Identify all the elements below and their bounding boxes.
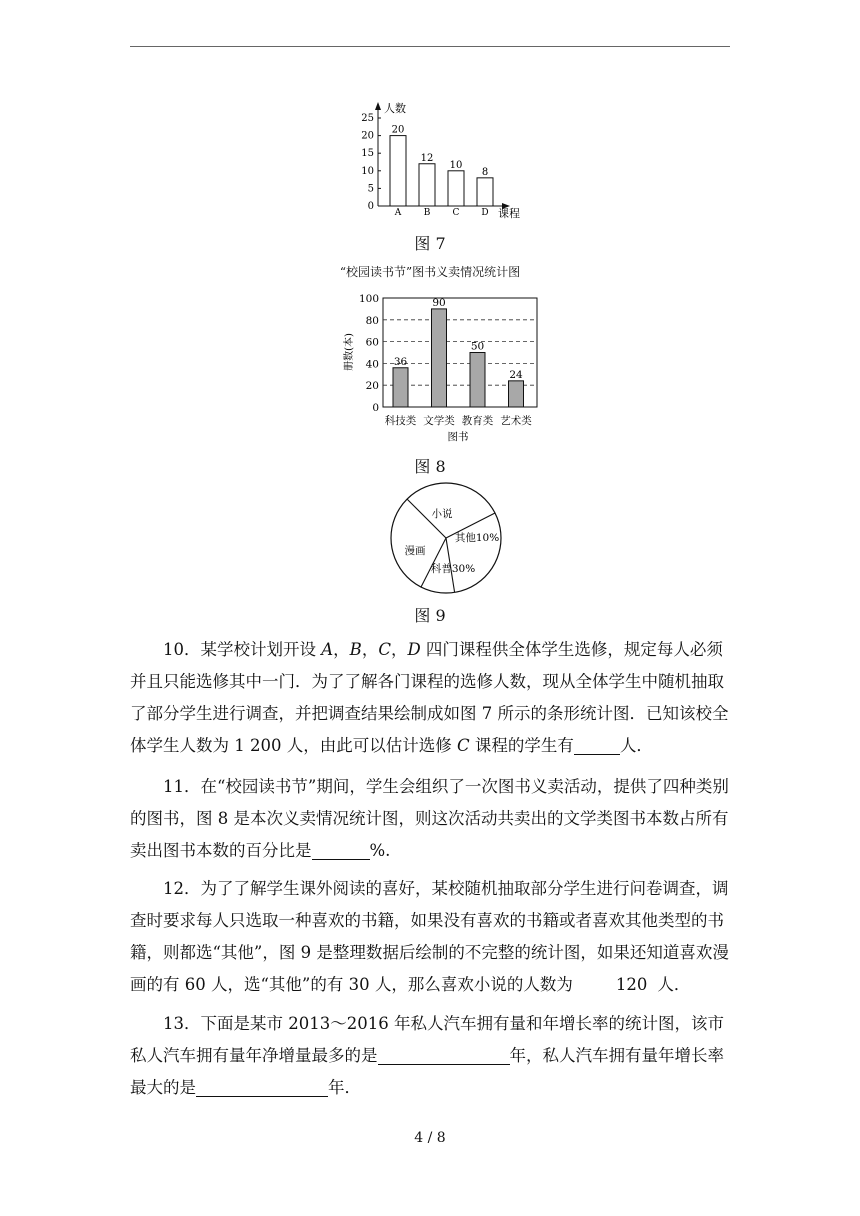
question-12-number: 12． xyxy=(163,879,201,898)
y-tick-label: 15 xyxy=(361,148,374,160)
figure-9-caption: 图 9 xyxy=(414,606,446,625)
figure-8-caption: 图 8 xyxy=(414,457,446,476)
category-label: B xyxy=(423,208,431,218)
y-tick-label: 0 xyxy=(367,201,374,212)
y-tick-label: 40 xyxy=(365,358,379,371)
y-tick-label: 60 xyxy=(365,336,379,349)
question-10-number: 10． xyxy=(163,640,201,659)
question-13: 13．下面是某市 2013～2016 年私人汽车拥有量和年增长率的统计图，该市私人汽车拥有量年净增量最多的是 年，私人汽车拥有量年增长率最大的是 年． xyxy=(130,1014,724,1097)
y-tick-label: 20 xyxy=(365,380,379,393)
y-tick-label: 5 xyxy=(367,183,374,195)
slice-label: 其他10% xyxy=(454,532,500,544)
question-13-number: 13． xyxy=(163,1014,201,1033)
question-13-answer-blank-1[interactable] xyxy=(378,1046,510,1065)
x-axis-label: 课程 xyxy=(498,207,520,220)
slice-label: 小说 xyxy=(431,508,453,520)
category-label: 文学类 xyxy=(423,415,455,427)
data-label: 24 xyxy=(509,368,523,381)
y-tick-label: 0 xyxy=(372,402,379,414)
category-label: D xyxy=(481,208,489,218)
question-10: 10．某学校计划开设 A，B，C，D 四门课程供全体学生选修，规定每人必须并且只能选修其中一门．为了了解各门课程的选修人数，现从全体学生中随机抽取了部分学生进行调查，并把调查结果绘制成如图 7 所示的条形统计图．已知该校全体学生人数为 1 200 人，由此可以估计选修 C 课程的学生有 人． xyxy=(130,640,729,755)
question-12: 12．为了了解学生课外阅读的喜好，某校随机抽取部分学生进行问卷调查，调查时要求每人只选取一种喜欢的书籍，如果没有喜欢的书籍或者喜欢其他类型的书籍，则都选“其他”，图 9 是整理数据后绘制的不完整的统计图，如果还知道喜欢漫画的有 60 人，选“其他”的有 30 人，那么喜欢小说的人数为 120 人． xyxy=(130,873,734,1001)
data-label: 8 xyxy=(481,166,489,178)
category-label: C xyxy=(452,208,460,218)
question-13-answer-blank-2[interactable] xyxy=(196,1078,328,1097)
y-tick-label: 80 xyxy=(365,314,379,327)
data-label: 20 xyxy=(391,124,405,136)
y-tick-label: 100 xyxy=(358,293,379,305)
data-label: 12 xyxy=(420,152,434,164)
y-axis-label: 册数(本) xyxy=(344,333,355,371)
y-tick-label: 20 xyxy=(361,130,374,142)
question-11-answer-blank[interactable] xyxy=(312,841,370,860)
category-label: 艺术类 xyxy=(500,415,532,427)
x-axis-label: 图书 xyxy=(447,431,469,443)
data-label: 90 xyxy=(432,296,446,309)
page-number: 4 / 8 xyxy=(414,1130,446,1146)
y-tick-label: 25 xyxy=(361,113,374,124)
category-label: A xyxy=(394,208,402,218)
slice-label: 漫画 xyxy=(404,545,426,557)
data-label: 50 xyxy=(470,340,485,353)
category-label: 教育类 xyxy=(461,415,494,427)
question-12-answer: 120 xyxy=(615,975,648,994)
figure-7-caption: 图 7 xyxy=(414,234,446,253)
category-label: 科技类 xyxy=(384,415,417,427)
y-tick-label: 10 xyxy=(361,165,374,177)
data-label: 10 xyxy=(449,159,463,171)
question-11-number: 11． xyxy=(163,777,201,796)
figure-8-title: “校园读书节”图书义卖情况统计图 xyxy=(339,265,521,279)
y-axis-label: 人数 xyxy=(384,102,406,115)
slice-label: 科普30% xyxy=(430,563,476,575)
data-label: 36 xyxy=(393,355,408,368)
question-11: 11．在“校园读书节”期间，学生会组织了一次图书义卖活动，提供了四种类别的图书，图 8 是本次义卖情况统计图，则这次活动共卖出的文学类图书本数占所有卖出图书本数的百分比是 %. xyxy=(130,777,729,860)
question-10-answer-blank[interactable] xyxy=(574,736,620,755)
figure-9-pie-chart xyxy=(0,0,860,600)
